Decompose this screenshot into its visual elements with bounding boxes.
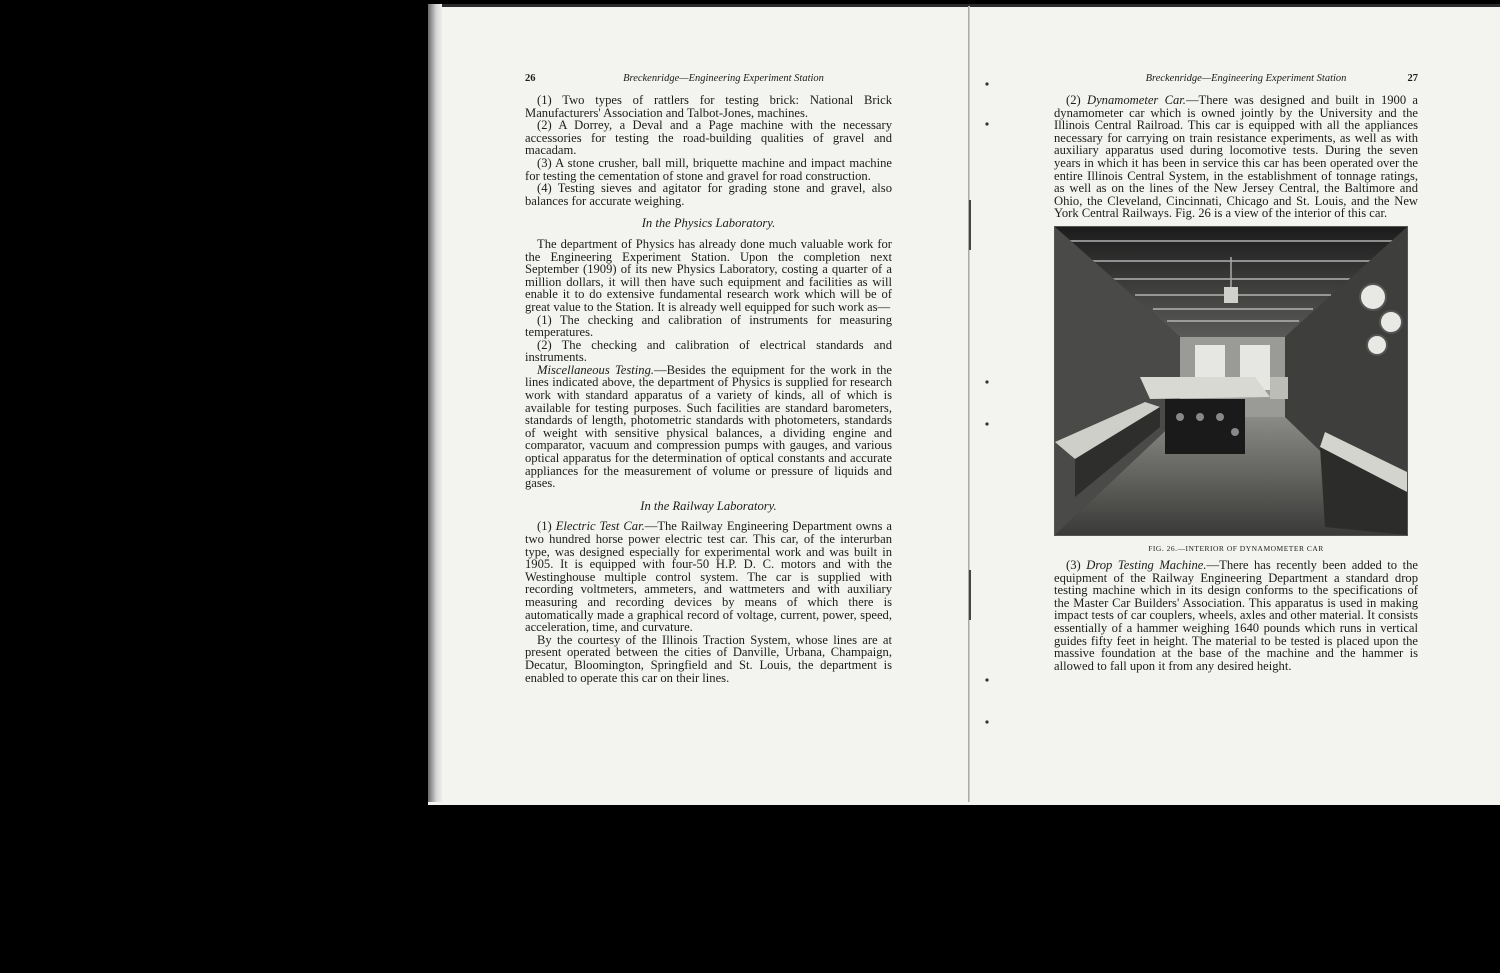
item-number: (1) [537, 519, 556, 534]
paragraph-text: —Besides the equipment for the work in the lines indicated above, the department of Physics is supplied for research work with standard apparatus of a variety of kinds, all of which is available for testing purposes. Such facilities are standard barometers, standards of length, photometric standards with photometers, standards of weight with sensitive physical balances, a dividing engine and comparator, vacuum and compression pumps with gauges, and various optical apparatus for the determination of optical constants and accurate appliances for the measurement of volume or pressure of liquids and gases. [525, 362, 892, 491]
paragraph [1054, 94, 1418, 220]
running-head-title: Breckenridge—Engineering Experiment Station [1145, 73, 1347, 84]
page-number: 27 [1407, 73, 1418, 84]
section-heading: In the Railway Laboratory. [640, 498, 777, 513]
section-heading: In the Physics Laboratory. [641, 216, 776, 231]
photo-illustration [1055, 227, 1407, 535]
figure-photo-dynamometer-interior [1054, 226, 1408, 536]
page-edge [428, 4, 442, 802]
paragraph: (4) Testing sieves and agitator for grading stone and gravel, also balances for accurate weighing. [525, 181, 892, 208]
paragraph: (2) The checking and calibration of electrical standards and instruments. [525, 337, 892, 365]
left-page [525, 72, 892, 684]
paragraph [525, 364, 892, 490]
paragraph: (2) A Dorrey, a Deval and a Page machine with the necessary accessories for testing the road-building qualities of gravel and macadam. [525, 118, 892, 158]
paragraph: (3) A stone crusher, ball mill, briquette machine and impact machine for testing the cementation of stone and gravel for road construction. [525, 155, 892, 183]
inline-label: Drop Testing Machine. [1086, 557, 1207, 572]
page-number: 26 [525, 73, 536, 84]
paragraph [525, 520, 892, 633]
running-head [525, 72, 892, 94]
paragraph [1054, 559, 1418, 672]
paragraph-text: —There was designed and built in 1900 a dynamometer car which is owned jointly by the University and the Illinois Central Railroad. This car is equipped with all the appliances necessary for carrying on train resistance experiments, as well as with auxiliary apparatus used during locomotive tests. During the seven years in which it has been in service this car has been operated over the entire Illinois Central System, in the establishment of tonnage ratings, as well as on the lines of the New Jersey Central, the Baltimore and Ohio, the Cleveland, Cincinnati, Chicago and St. Louis, and the New York Central Railways. Fig. 26 is a view of the interior of this car. [1054, 93, 1418, 221]
paragraph: (1) The checking and calibration of instruments for measuring temperatures. [525, 312, 892, 340]
running-head-title: Breckenridge—Engineering Experiment Station [623, 73, 824, 84]
item-number: (2) [1066, 93, 1087, 107]
inline-label: Dynamometer Car. [1086, 93, 1186, 107]
paragraph-text: —There has recently been added to the equipment of the Railway Engineering Department a standard drop testing machine which in its design conforms to the specifications of the Master Car Builders' Association. This apparatus is used in making impact tests of car couplers, wheels, axles and other material. It consists essentially of a hammer weighing 1640 pounds which runs in vertical guides fifty feet in height. The material to be tested is placed upon the massive foundation at the base of the machine and the hammer is allowed to fall upon it from any desired height. [1054, 557, 1418, 673]
item-number: (3) [1066, 557, 1087, 572]
paragraph: By the courtesy of the Illinois Traction System, whose lines are at present operated between the cities of Danville, Urbana, Champaign, Decatur, Bloomington, Springfield and St. Louis, the department is enabled to operate this car on their lines. [525, 632, 892, 685]
inline-label: Electric Test Car. [555, 519, 645, 534]
paragraph: The department of Physics has already done much valuable work for the Engineering Experiment Station. Upon the completion next September (1909) of its new Physics Laboratory, costing a quarter of a million dollars, it will then have such equipment and facilities as will enable it to do extensive fundamental research work which will be of great value to the Station. It is already well equipped for such work as— [525, 236, 892, 314]
paragraph: (1) Two types of rattlers for testing brick: National Brick Manufacturers' Association and Talbot-Jones, machines. [525, 93, 892, 120]
right-page [1054, 72, 1418, 672]
figure-caption: FIG. 26.—INTERIOR OF DYNAMOMETER CAR [1148, 543, 1324, 553]
inline-label: Miscellaneous Testing. [537, 362, 655, 377]
running-head [1054, 72, 1418, 94]
gutter-marks [940, 60, 1000, 740]
paragraph-text: —The Railway Engineering Department owns a two hundred horse power electric test car. This car, of the interurban type, was designed especially for experimental work and was built in 1905. It is equipped with four-50 H.P. D. C. motors and with the Westinghouse multiple control system. The car is supplied with recording voltmeters, ammeters, and wattmeters and with auxiliary measuring and recording devices by means of which there is automatically made a graphical record of voltage, current, power, speed, acceleration, time, and curvature. [525, 519, 892, 635]
